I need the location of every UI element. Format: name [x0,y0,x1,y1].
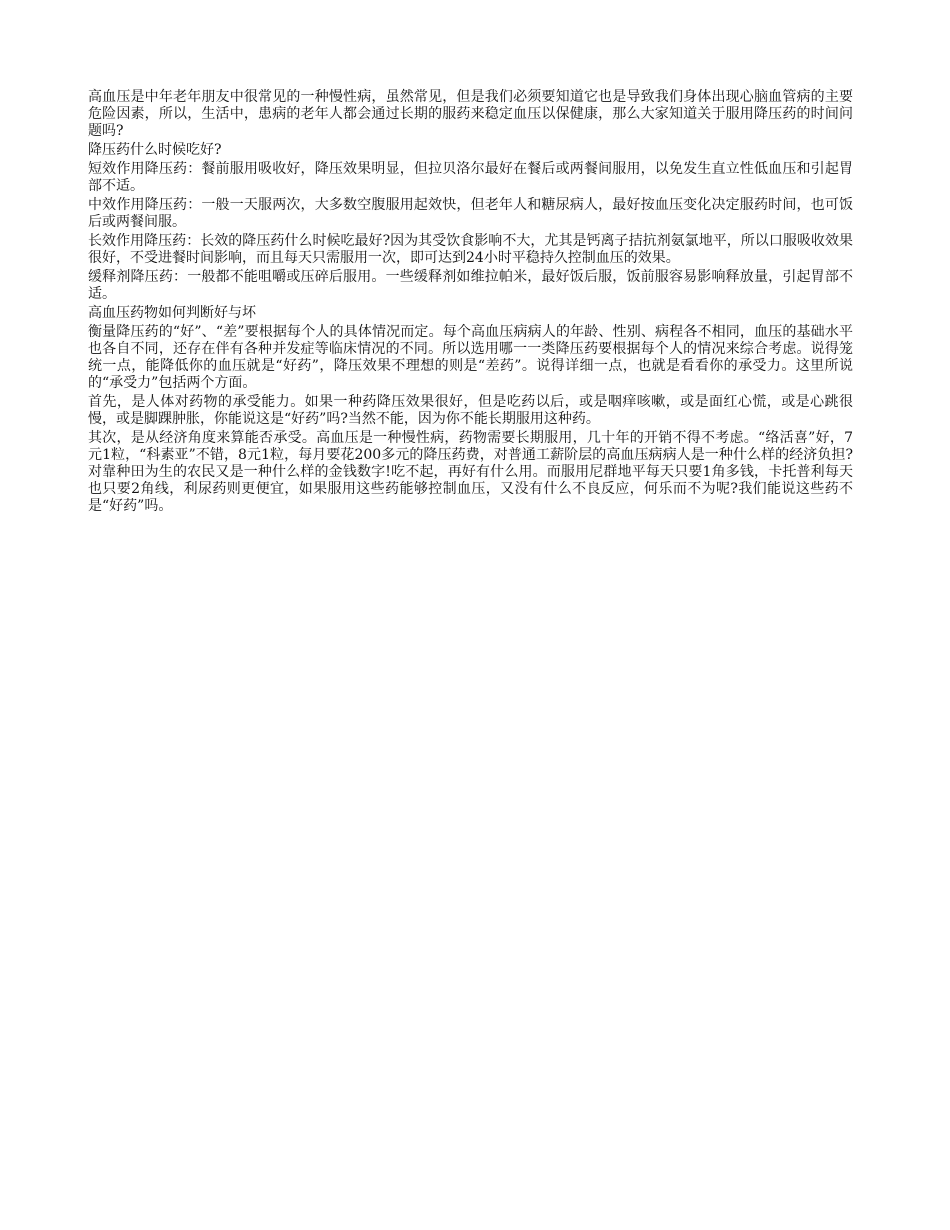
long-acting-paragraph: 长效作用降压药：长效的降压药什么时候吃最好?因为其受饮食影响不大，尤其是钙离子拮抗剂氨氯地平，所以口服吸收效果很好，不受进餐时间影响，而且每天只需服用一次，即可达到24小时平稳持久控制血压的效果。 [88,233,853,266]
measure-paragraph: 衡量降压药的“好”、“差”要根据每个人的具体情况而定。每个高血压病病人的年龄、性别、病程各不相同，血压的基础水平也各自不同，还存在伴有各种并发症等临床情况的不同。所以选用哪一一类降压药要根据每个人的情况来综合考虑。说得笼统一点，能降低你的血压就是“好药”，降压效果不理想的则是“差药”。说得详细一点，也就是看看你的承受力。这里所说的“承受力”包括两个方面。 [88,324,853,391]
document-body [88,89,853,517]
short-acting-paragraph: 短效作用降压药：餐前服用吸收好，降压效果明显，但拉贝洛尔最好在餐后或两餐间服用，以免发生直立性低血压和引起胃部不适。 [88,161,853,194]
second-point-paragraph: 其次，是从经济角度来算能否承受。高血压是一种慢性病，药物需要长期服用，几十年的开销不得不考虑。“络活喜”好，7元1粒，“科素亚”不错，8元1粒，每月要花200多元的降压药费，对普通工薪阶层的高血压病病人是一种什么样的经济负担?对靠种田为生的农民又是一种什么样的金钱数字!吃不起，再好有什么用。而服用尼群地平每天只要1角多钱，卡托普利每天也只要2角线，利尿药则更便宜，如果服用这些药能够控制血压，又没有什么不良反应，何乐而不为呢?我们能说这些药不是“好药”吗。 [88,430,853,514]
first-point-paragraph: 首先，是人体对药物的承受能力。如果一种药降压效果很好，但是吃药以后，或是咽痒咳嗽，或是面红心慌，或是心跳很慢，或是脚踝肿胀，你能说这是“好药”吗?当然不能，因为你不能长期服用这种药。 [88,394,853,427]
section-heading-when-to-take: 降压药什么时候吃好? [88,142,222,158]
medium-acting-paragraph: 中效作用降压药：一般一天服两次，大多数空腹服用起效快，但老年人和糖尿病人，最好按血压变化决定服药时间，也可饭后或两餐间服。 [88,197,853,230]
section-heading-judge-good-bad: 高血压药物如何判断好与坏 [88,305,256,321]
sustained-release-paragraph: 缓释剂降压药：一般都不能咀嚼或压碎后服用。一些缓释剂如维拉帕米，最好饭后服，饭前服容易影响释放量，引起胃部不适。 [88,269,853,302]
intro-paragraph: 高血压是中年老年朋友中很常见的一种慢性病，虽然常见，但是我们必须要知道它也是导致我们身体出现心脑血管病的主要危险因素，所以，生活中，患病的老年人都会通过长期的服药来稳定血压以保健康，那么大家知道关于服用降压药的时间问题吗? [88,89,853,139]
